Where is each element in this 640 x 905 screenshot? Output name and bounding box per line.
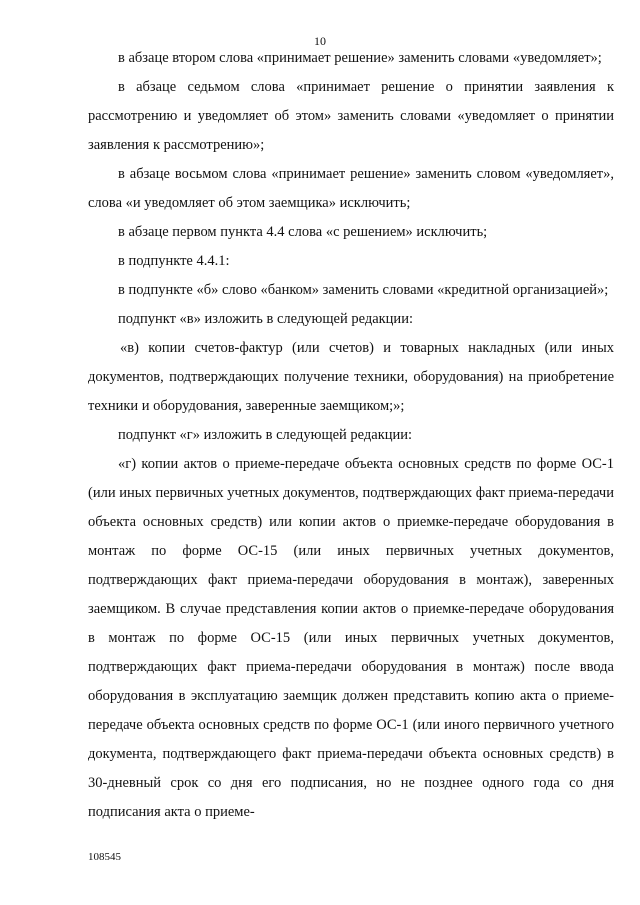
paragraph: в подпункте «б» слово «банком» заменить словами «кредитной организацией»; — [118, 282, 609, 298]
document-code: 108545 — [88, 851, 121, 863]
paragraph: подпункт «г» изложить в следующей редакции: — [118, 427, 413, 443]
paragraph: в абзаце восьмом слова «принимает решение» заменить словом «уведомляет», слова «и уведомляет об этом заемщика» исключить; — [88, 166, 614, 211]
document-body — [88, 44, 614, 827]
paragraph: в абзаце втором слова «принимает решение» заменить словами «уведомляет»; — [118, 50, 602, 66]
paragraph: в абзаце первом пункта 4.4 слова «с решением» исключить; — [118, 224, 488, 240]
quoted-paragraph: «г) копии актов о приеме-передаче объекта основных средств по форме ОС-1 (или иных первичных учетных документов, подтверждающих факт приема-передачи объекта основных средств) или копии актов о приемке-передаче оборудования в монтаж по форме ОС-15 (или иных первичных учетных документов, подтверждающих факт приема-передачи оборудования в монтаж), заверенных заемщиком. В случае представления копии актов о приемке-передаче оборудования в монтаж по форме ОС-15 (или иных первичных учетных документов, подтверждающих факт приема-передачи оборудования в монтаж) после ввода оборудования в эксплуатацию заемщик должен представить копию акта о приеме-передаче объекта основных средств по форме ОС-1 (или иного первичного учетного документа, подтверждающего факт приема-передачи объекта основных средств) в 30-дневный срок со дня его подписания, но не позднее одного года со дня подписания акта о приеме- — [88, 456, 614, 820]
page-number: 10 — [314, 34, 326, 48]
quoted-paragraph: «в) копии счетов-фактур (или счетов) и товарных накладных (или иных документов, подтверждающих получение техники, оборудования) на приобретение техники и оборудования, заверенные заемщиком;»; — [88, 340, 614, 414]
paragraph: в абзаце седьмом слова «принимает решение о принятии заявления к рассмотрению и уведомляет об этом» заменить словами «уведомляет о принятии заявления к рассмотрению»; — [88, 79, 614, 153]
paragraph: в подпункте 4.4.1: — [118, 253, 230, 269]
paragraph: подпункт «в» изложить в следующей редакции: — [118, 311, 413, 327]
